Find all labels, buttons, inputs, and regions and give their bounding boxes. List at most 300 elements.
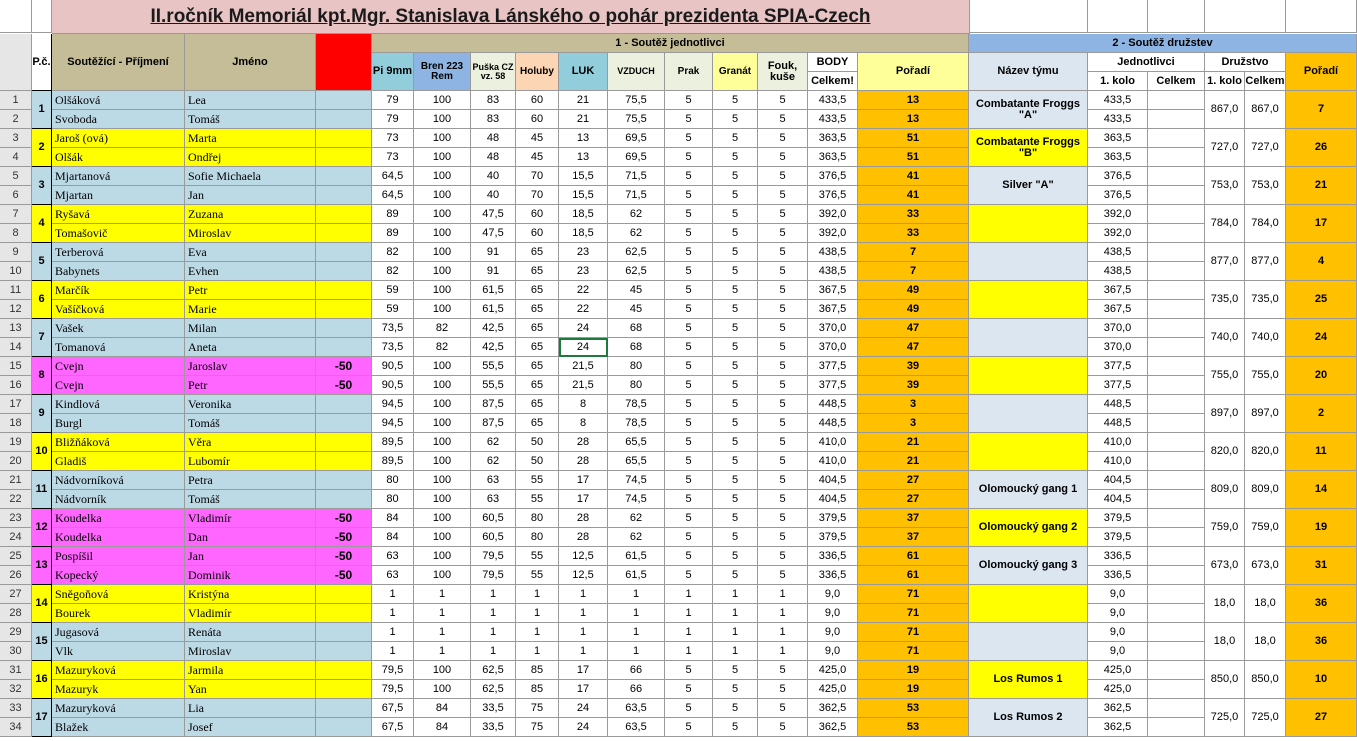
- header-fouk[interactable]: Fouk, kuše: [758, 53, 808, 91]
- empty-cell[interactable]: [32, 0, 52, 33]
- surname-cell[interactable]: Jaroš (ová): [52, 129, 185, 148]
- total-cell[interactable]: [1148, 623, 1205, 642]
- total-cell[interactable]: [1148, 718, 1205, 737]
- team-rank-cell[interactable]: 21: [1286, 167, 1357, 205]
- score-cell[interactable]: 65: [516, 414, 559, 433]
- team-total-cell[interactable]: 725,0: [1245, 699, 1286, 737]
- score-cell[interactable]: 5: [758, 262, 808, 281]
- team-name-cell[interactable]: [969, 205, 1088, 243]
- round1-cell[interactable]: 336,5: [1088, 547, 1148, 566]
- team-name-cell[interactable]: [969, 623, 1088, 661]
- firstname-cell[interactable]: Aneta: [185, 338, 316, 357]
- header-section-teams[interactable]: 2 - Soutěž družstev: [969, 34, 1357, 53]
- round1-cell[interactable]: 433,5: [1088, 110, 1148, 129]
- score-cell[interactable]: 1: [559, 623, 608, 642]
- score-cell[interactable]: 100: [414, 566, 471, 585]
- score-cell[interactable]: 5: [713, 547, 758, 566]
- round1-cell[interactable]: 377,5: [1088, 357, 1148, 376]
- score-cell[interactable]: 1: [516, 604, 559, 623]
- score-cell[interactable]: 5: [758, 357, 808, 376]
- round1-cell[interactable]: 410,0: [1088, 433, 1148, 452]
- penalty-cell[interactable]: [316, 262, 372, 281]
- corner-cell[interactable]: [0, 0, 32, 33]
- score-cell[interactable]: 1: [414, 623, 471, 642]
- team-total-cell[interactable]: 735,0: [1245, 281, 1286, 319]
- surname-cell[interactable]: Burgl: [52, 414, 185, 433]
- row-number[interactable]: 9: [0, 243, 32, 262]
- body-total-cell[interactable]: 9,0: [808, 585, 858, 604]
- penalty-cell[interactable]: [316, 699, 372, 718]
- surname-cell[interactable]: Svoboda: [52, 110, 185, 129]
- score-cell[interactable]: 1: [608, 642, 665, 661]
- score-cell[interactable]: 5: [758, 661, 808, 680]
- score-cell[interactable]: 24: [559, 338, 608, 357]
- team-name-cell[interactable]: Silver "A": [969, 167, 1088, 205]
- score-cell[interactable]: 8: [559, 414, 608, 433]
- score-cell[interactable]: 5: [713, 319, 758, 338]
- score-cell[interactable]: 80: [608, 376, 665, 395]
- score-cell[interactable]: 83: [471, 110, 516, 129]
- body-total-cell[interactable]: 370,0: [808, 338, 858, 357]
- rank-cell[interactable]: 7: [858, 243, 969, 262]
- score-cell[interactable]: 5: [713, 110, 758, 129]
- body-total-cell[interactable]: 425,0: [808, 680, 858, 699]
- score-cell[interactable]: 5: [758, 243, 808, 262]
- firstname-cell[interactable]: Miroslav: [185, 224, 316, 243]
- team-name-cell[interactable]: [969, 319, 1088, 357]
- score-cell[interactable]: 89: [372, 224, 414, 243]
- row-number[interactable]: 34: [0, 718, 32, 737]
- score-cell[interactable]: 5: [713, 338, 758, 357]
- round1-cell[interactable]: 370,0: [1088, 319, 1148, 338]
- team-rank-cell[interactable]: 10: [1286, 661, 1357, 699]
- header-luk[interactable]: LUK: [559, 53, 608, 91]
- score-cell[interactable]: 5: [758, 395, 808, 414]
- score-cell[interactable]: 13: [559, 148, 608, 167]
- rank-cell[interactable]: 27: [858, 471, 969, 490]
- score-cell[interactable]: 80: [608, 357, 665, 376]
- round1-cell[interactable]: 9,0: [1088, 623, 1148, 642]
- team-rank-cell[interactable]: 36: [1286, 623, 1357, 661]
- round1-cell[interactable]: 376,5: [1088, 186, 1148, 205]
- score-cell[interactable]: 5: [713, 509, 758, 528]
- total-cell[interactable]: [1148, 414, 1205, 433]
- row-number[interactable]: 15: [0, 357, 32, 376]
- body-total-cell[interactable]: 9,0: [808, 642, 858, 661]
- body-total-cell[interactable]: 404,5: [808, 471, 858, 490]
- header-holuby[interactable]: Holuby: [516, 53, 559, 91]
- row-number[interactable]: 27: [0, 585, 32, 604]
- row-number[interactable]: 30: [0, 642, 32, 661]
- team-rank-cell[interactable]: 25: [1286, 281, 1357, 319]
- penalty-cell[interactable]: [316, 623, 372, 642]
- score-cell[interactable]: 5: [665, 357, 713, 376]
- team-name-cell[interactable]: [969, 357, 1088, 395]
- firstname-cell[interactable]: Jaroslav: [185, 357, 316, 376]
- team-round1-cell[interactable]: 897,0: [1205, 395, 1245, 433]
- team-total-cell[interactable]: 877,0: [1245, 243, 1286, 281]
- score-cell[interactable]: 5: [758, 376, 808, 395]
- rank-cell[interactable]: 71: [858, 623, 969, 642]
- score-cell[interactable]: 60: [516, 91, 559, 110]
- score-cell[interactable]: 5: [665, 680, 713, 699]
- score-cell[interactable]: 1: [665, 585, 713, 604]
- round1-cell[interactable]: 425,0: [1088, 680, 1148, 699]
- row-number[interactable]: 6: [0, 186, 32, 205]
- surname-cell[interactable]: Koudelka: [52, 528, 185, 547]
- score-cell[interactable]: 5: [713, 433, 758, 452]
- row-number[interactable]: 2: [0, 110, 32, 129]
- score-cell[interactable]: 5: [758, 490, 808, 509]
- score-cell[interactable]: 5: [713, 167, 758, 186]
- header-surname[interactable]: Soutěžící - Příjmení: [52, 34, 185, 91]
- score-cell[interactable]: 60: [516, 110, 559, 129]
- score-cell[interactable]: 5: [713, 129, 758, 148]
- body-total-cell[interactable]: 367,5: [808, 281, 858, 300]
- penalty-cell[interactable]: [316, 452, 372, 471]
- score-cell[interactable]: 100: [414, 357, 471, 376]
- team-name-cell[interactable]: Olomoucký gang 1: [969, 471, 1088, 509]
- score-cell[interactable]: 100: [414, 471, 471, 490]
- team-name-cell[interactable]: Los Rumos 2: [969, 699, 1088, 737]
- score-cell[interactable]: 18,5: [559, 224, 608, 243]
- total-cell[interactable]: [1148, 338, 1205, 357]
- score-cell[interactable]: 69,5: [608, 148, 665, 167]
- body-total-cell[interactable]: 376,5: [808, 167, 858, 186]
- score-cell[interactable]: 5: [665, 528, 713, 547]
- firstname-cell[interactable]: Miroslav: [185, 642, 316, 661]
- score-cell[interactable]: 5: [713, 205, 758, 224]
- score-cell[interactable]: 28: [559, 509, 608, 528]
- row-number[interactable]: 12: [0, 300, 32, 319]
- score-cell[interactable]: 5: [713, 718, 758, 737]
- score-cell[interactable]: 5: [758, 91, 808, 110]
- score-cell[interactable]: 62: [471, 452, 516, 471]
- total-cell[interactable]: [1148, 300, 1205, 319]
- score-cell[interactable]: 100: [414, 433, 471, 452]
- header-penalty[interactable]: [316, 34, 372, 91]
- team-round1-cell[interactable]: 18,0: [1205, 623, 1245, 661]
- score-cell[interactable]: 84: [414, 718, 471, 737]
- body-total-cell[interactable]: 448,5: [808, 395, 858, 414]
- penalty-cell[interactable]: -50: [316, 528, 372, 547]
- score-cell[interactable]: 48: [471, 148, 516, 167]
- firstname-cell[interactable]: Marta: [185, 129, 316, 148]
- body-total-cell[interactable]: 376,5: [808, 186, 858, 205]
- header-team-name[interactable]: Název týmu: [969, 53, 1088, 91]
- team-total-cell[interactable]: 753,0: [1245, 167, 1286, 205]
- firstname-cell[interactable]: Dan: [185, 528, 316, 547]
- row-number[interactable]: 3: [0, 129, 32, 148]
- score-cell[interactable]: 90,5: [372, 357, 414, 376]
- score-cell[interactable]: 5: [758, 699, 808, 718]
- row-number[interactable]: 21: [0, 471, 32, 490]
- firstname-cell[interactable]: Veronika: [185, 395, 316, 414]
- score-cell[interactable]: 5: [665, 338, 713, 357]
- score-cell[interactable]: 62,5: [471, 680, 516, 699]
- team-round1-cell[interactable]: 809,0: [1205, 471, 1245, 509]
- round1-cell[interactable]: 392,0: [1088, 224, 1148, 243]
- score-cell[interactable]: 5: [665, 262, 713, 281]
- score-cell[interactable]: 1: [372, 623, 414, 642]
- score-cell[interactable]: 82: [414, 338, 471, 357]
- firstname-cell[interactable]: Ondřej: [185, 148, 316, 167]
- total-cell[interactable]: [1148, 281, 1205, 300]
- score-cell[interactable]: 5: [713, 376, 758, 395]
- firstname-cell[interactable]: Milan: [185, 319, 316, 338]
- row-number[interactable]: 7: [0, 205, 32, 224]
- round1-cell[interactable]: 370,0: [1088, 338, 1148, 357]
- score-cell[interactable]: 5: [713, 243, 758, 262]
- score-cell[interactable]: 5: [665, 243, 713, 262]
- body-total-cell[interactable]: 9,0: [808, 623, 858, 642]
- score-cell[interactable]: 100: [414, 281, 471, 300]
- score-cell[interactable]: 47,5: [471, 224, 516, 243]
- penalty-cell[interactable]: [316, 433, 372, 452]
- total-cell[interactable]: [1148, 167, 1205, 186]
- score-cell[interactable]: 1: [713, 642, 758, 661]
- row-number[interactable]: 24: [0, 528, 32, 547]
- surname-cell[interactable]: Terberová: [52, 243, 185, 262]
- score-cell[interactable]: 55: [516, 471, 559, 490]
- score-cell[interactable]: 80: [372, 490, 414, 509]
- pair-number[interactable]: 14: [32, 585, 52, 623]
- score-cell[interactable]: 85: [516, 661, 559, 680]
- score-cell[interactable]: 5: [758, 300, 808, 319]
- score-cell[interactable]: 100: [414, 528, 471, 547]
- score-cell[interactable]: 75,5: [608, 91, 665, 110]
- body-total-cell[interactable]: 425,0: [808, 661, 858, 680]
- score-cell[interactable]: 23: [559, 262, 608, 281]
- score-cell[interactable]: 1: [471, 642, 516, 661]
- rank-cell[interactable]: 13: [858, 110, 969, 129]
- penalty-cell[interactable]: [316, 680, 372, 699]
- score-cell[interactable]: 59: [372, 281, 414, 300]
- surname-cell[interactable]: Babynets: [52, 262, 185, 281]
- score-cell[interactable]: 21,5: [559, 376, 608, 395]
- body-total-cell[interactable]: 370,0: [808, 319, 858, 338]
- score-cell[interactable]: 71,5: [608, 186, 665, 205]
- total-cell[interactable]: [1148, 433, 1205, 452]
- score-cell[interactable]: 1: [758, 604, 808, 623]
- score-cell[interactable]: 5: [665, 319, 713, 338]
- score-cell[interactable]: 65: [516, 262, 559, 281]
- team-name-cell[interactable]: Los Rumos 1: [969, 661, 1088, 699]
- score-cell[interactable]: 17: [559, 680, 608, 699]
- surname-cell[interactable]: Tomašovič: [52, 224, 185, 243]
- rank-cell[interactable]: 13: [858, 91, 969, 110]
- body-total-cell[interactable]: 362,5: [808, 718, 858, 737]
- score-cell[interactable]: 69,5: [608, 129, 665, 148]
- score-cell[interactable]: 5: [758, 471, 808, 490]
- score-cell[interactable]: 62: [608, 528, 665, 547]
- team-round1-cell[interactable]: 727,0: [1205, 129, 1245, 167]
- rank-cell[interactable]: 37: [858, 528, 969, 547]
- firstname-cell[interactable]: Petra: [185, 471, 316, 490]
- score-cell[interactable]: 65,5: [608, 433, 665, 452]
- rank-cell[interactable]: 61: [858, 547, 969, 566]
- team-round1-cell[interactable]: 755,0: [1205, 357, 1245, 395]
- row-number[interactable]: 23: [0, 509, 32, 528]
- score-cell[interactable]: 5: [665, 718, 713, 737]
- body-total-cell[interactable]: 336,5: [808, 547, 858, 566]
- total-cell[interactable]: [1148, 129, 1205, 148]
- header-team-round1[interactable]: 1. kolo: [1205, 72, 1245, 91]
- body-total-cell[interactable]: 362,5: [808, 699, 858, 718]
- score-cell[interactable]: 1: [414, 585, 471, 604]
- score-cell[interactable]: 5: [665, 661, 713, 680]
- score-cell[interactable]: 5: [758, 186, 808, 205]
- score-cell[interactable]: 61,5: [471, 300, 516, 319]
- score-cell[interactable]: 1: [758, 642, 808, 661]
- score-cell[interactable]: 80: [372, 471, 414, 490]
- surname-cell[interactable]: Mjartan: [52, 186, 185, 205]
- score-cell[interactable]: 1: [608, 585, 665, 604]
- score-cell[interactable]: 5: [665, 452, 713, 471]
- score-cell[interactable]: 24: [559, 319, 608, 338]
- team-name-cell[interactable]: [969, 243, 1088, 281]
- round1-cell[interactable]: 9,0: [1088, 642, 1148, 661]
- rank-cell[interactable]: 49: [858, 281, 969, 300]
- score-cell[interactable]: 40: [471, 186, 516, 205]
- score-cell[interactable]: 5: [713, 490, 758, 509]
- team-rank-cell[interactable]: 4: [1286, 243, 1357, 281]
- score-cell[interactable]: 66: [608, 661, 665, 680]
- surname-cell[interactable]: Sněgoňová: [52, 585, 185, 604]
- team-round1-cell[interactable]: 850,0: [1205, 661, 1245, 699]
- penalty-cell[interactable]: -50: [316, 566, 372, 585]
- row-header-corner[interactable]: [0, 34, 32, 91]
- rank-cell[interactable]: 51: [858, 148, 969, 167]
- firstname-cell[interactable]: Lea: [185, 91, 316, 110]
- penalty-cell[interactable]: [316, 148, 372, 167]
- surname-cell[interactable]: Nádvorníková: [52, 471, 185, 490]
- score-cell[interactable]: 100: [414, 490, 471, 509]
- score-cell[interactable]: 61,5: [471, 281, 516, 300]
- team-name-cell[interactable]: [969, 281, 1088, 319]
- header-total[interactable]: Celkem: [1148, 72, 1205, 91]
- score-cell[interactable]: 5: [758, 680, 808, 699]
- score-cell[interactable]: 100: [414, 167, 471, 186]
- score-cell[interactable]: 28: [559, 528, 608, 547]
- surname-cell[interactable]: Ryšavá: [52, 205, 185, 224]
- score-cell[interactable]: 91: [471, 262, 516, 281]
- row-number[interactable]: 14: [0, 338, 32, 357]
- score-cell[interactable]: 84: [372, 509, 414, 528]
- score-cell[interactable]: 17: [559, 471, 608, 490]
- rank-cell[interactable]: 19: [858, 680, 969, 699]
- team-rank-cell[interactable]: 2: [1286, 395, 1357, 433]
- empty-cell[interactable]: [1286, 0, 1357, 33]
- penalty-cell[interactable]: [316, 129, 372, 148]
- total-cell[interactable]: [1148, 262, 1205, 281]
- score-cell[interactable]: 5: [713, 661, 758, 680]
- row-number[interactable]: 16: [0, 376, 32, 395]
- score-cell[interactable]: 21,5: [559, 357, 608, 376]
- score-cell[interactable]: 100: [414, 452, 471, 471]
- score-cell[interactable]: 82: [372, 243, 414, 262]
- penalty-cell[interactable]: [316, 718, 372, 737]
- header-pi9mm[interactable]: Pi 9mm: [372, 53, 414, 91]
- pair-number[interactable]: 7: [32, 319, 52, 357]
- surname-cell[interactable]: Kindlová: [52, 395, 185, 414]
- score-cell[interactable]: 5: [665, 91, 713, 110]
- pair-number[interactable]: 2: [32, 129, 52, 167]
- penalty-cell[interactable]: [316, 395, 372, 414]
- score-cell[interactable]: 5: [758, 148, 808, 167]
- surname-cell[interactable]: Olšák: [52, 148, 185, 167]
- team-round1-cell[interactable]: 725,0: [1205, 699, 1245, 737]
- score-cell[interactable]: 1: [471, 585, 516, 604]
- row-number[interactable]: 19: [0, 433, 32, 452]
- team-name-cell[interactable]: [969, 433, 1088, 471]
- score-cell[interactable]: 79,5: [471, 566, 516, 585]
- score-cell[interactable]: 85: [516, 680, 559, 699]
- score-cell[interactable]: 5: [758, 167, 808, 186]
- score-cell[interactable]: 100: [414, 224, 471, 243]
- score-cell[interactable]: 5: [758, 281, 808, 300]
- penalty-cell[interactable]: [316, 604, 372, 623]
- score-cell[interactable]: 17: [559, 490, 608, 509]
- penalty-cell[interactable]: [316, 186, 372, 205]
- score-cell[interactable]: 8: [559, 395, 608, 414]
- pair-number[interactable]: 16: [32, 661, 52, 699]
- score-cell[interactable]: 63: [372, 566, 414, 585]
- penalty-cell[interactable]: [316, 281, 372, 300]
- score-cell[interactable]: 22: [559, 300, 608, 319]
- rank-cell[interactable]: 51: [858, 129, 969, 148]
- firstname-cell[interactable]: Dominik: [185, 566, 316, 585]
- surname-cell[interactable]: Mazuryková: [52, 699, 185, 718]
- score-cell[interactable]: 70: [516, 167, 559, 186]
- round1-cell[interactable]: 363,5: [1088, 129, 1148, 148]
- score-cell[interactable]: 1: [516, 623, 559, 642]
- score-cell[interactable]: 48: [471, 129, 516, 148]
- score-cell[interactable]: 1: [559, 585, 608, 604]
- team-round1-cell[interactable]: 877,0: [1205, 243, 1245, 281]
- row-number[interactable]: 28: [0, 604, 32, 623]
- rank-cell[interactable]: 71: [858, 604, 969, 623]
- pair-number[interactable]: 9: [32, 395, 52, 433]
- score-cell[interactable]: 100: [414, 300, 471, 319]
- round1-cell[interactable]: 336,5: [1088, 566, 1148, 585]
- team-total-cell[interactable]: 673,0: [1245, 547, 1286, 585]
- score-cell[interactable]: 60: [516, 205, 559, 224]
- score-cell[interactable]: 50: [516, 452, 559, 471]
- score-cell[interactable]: 78,5: [608, 395, 665, 414]
- pair-number[interactable]: 13: [32, 547, 52, 585]
- score-cell[interactable]: 55: [516, 547, 559, 566]
- score-cell[interactable]: 12,5: [559, 547, 608, 566]
- surname-cell[interactable]: Bourek: [52, 604, 185, 623]
- score-cell[interactable]: 60,5: [471, 528, 516, 547]
- team-total-cell[interactable]: 820,0: [1245, 433, 1286, 471]
- score-cell[interactable]: 1: [665, 642, 713, 661]
- total-cell[interactable]: [1148, 471, 1205, 490]
- score-cell[interactable]: 74,5: [608, 471, 665, 490]
- header-team-poradi[interactable]: Pořadí: [1286, 53, 1357, 91]
- row-number[interactable]: 5: [0, 167, 32, 186]
- team-name-cell[interactable]: Olomoucký gang 3: [969, 547, 1088, 585]
- surname-cell[interactable]: Vlk: [52, 642, 185, 661]
- score-cell[interactable]: 23: [559, 243, 608, 262]
- score-cell[interactable]: 15,5: [559, 186, 608, 205]
- body-total-cell[interactable]: 363,5: [808, 129, 858, 148]
- score-cell[interactable]: 5: [665, 395, 713, 414]
- firstname-cell[interactable]: Lubomír: [185, 452, 316, 471]
- firstname-cell[interactable]: Kristýna: [185, 585, 316, 604]
- score-cell[interactable]: 70: [516, 186, 559, 205]
